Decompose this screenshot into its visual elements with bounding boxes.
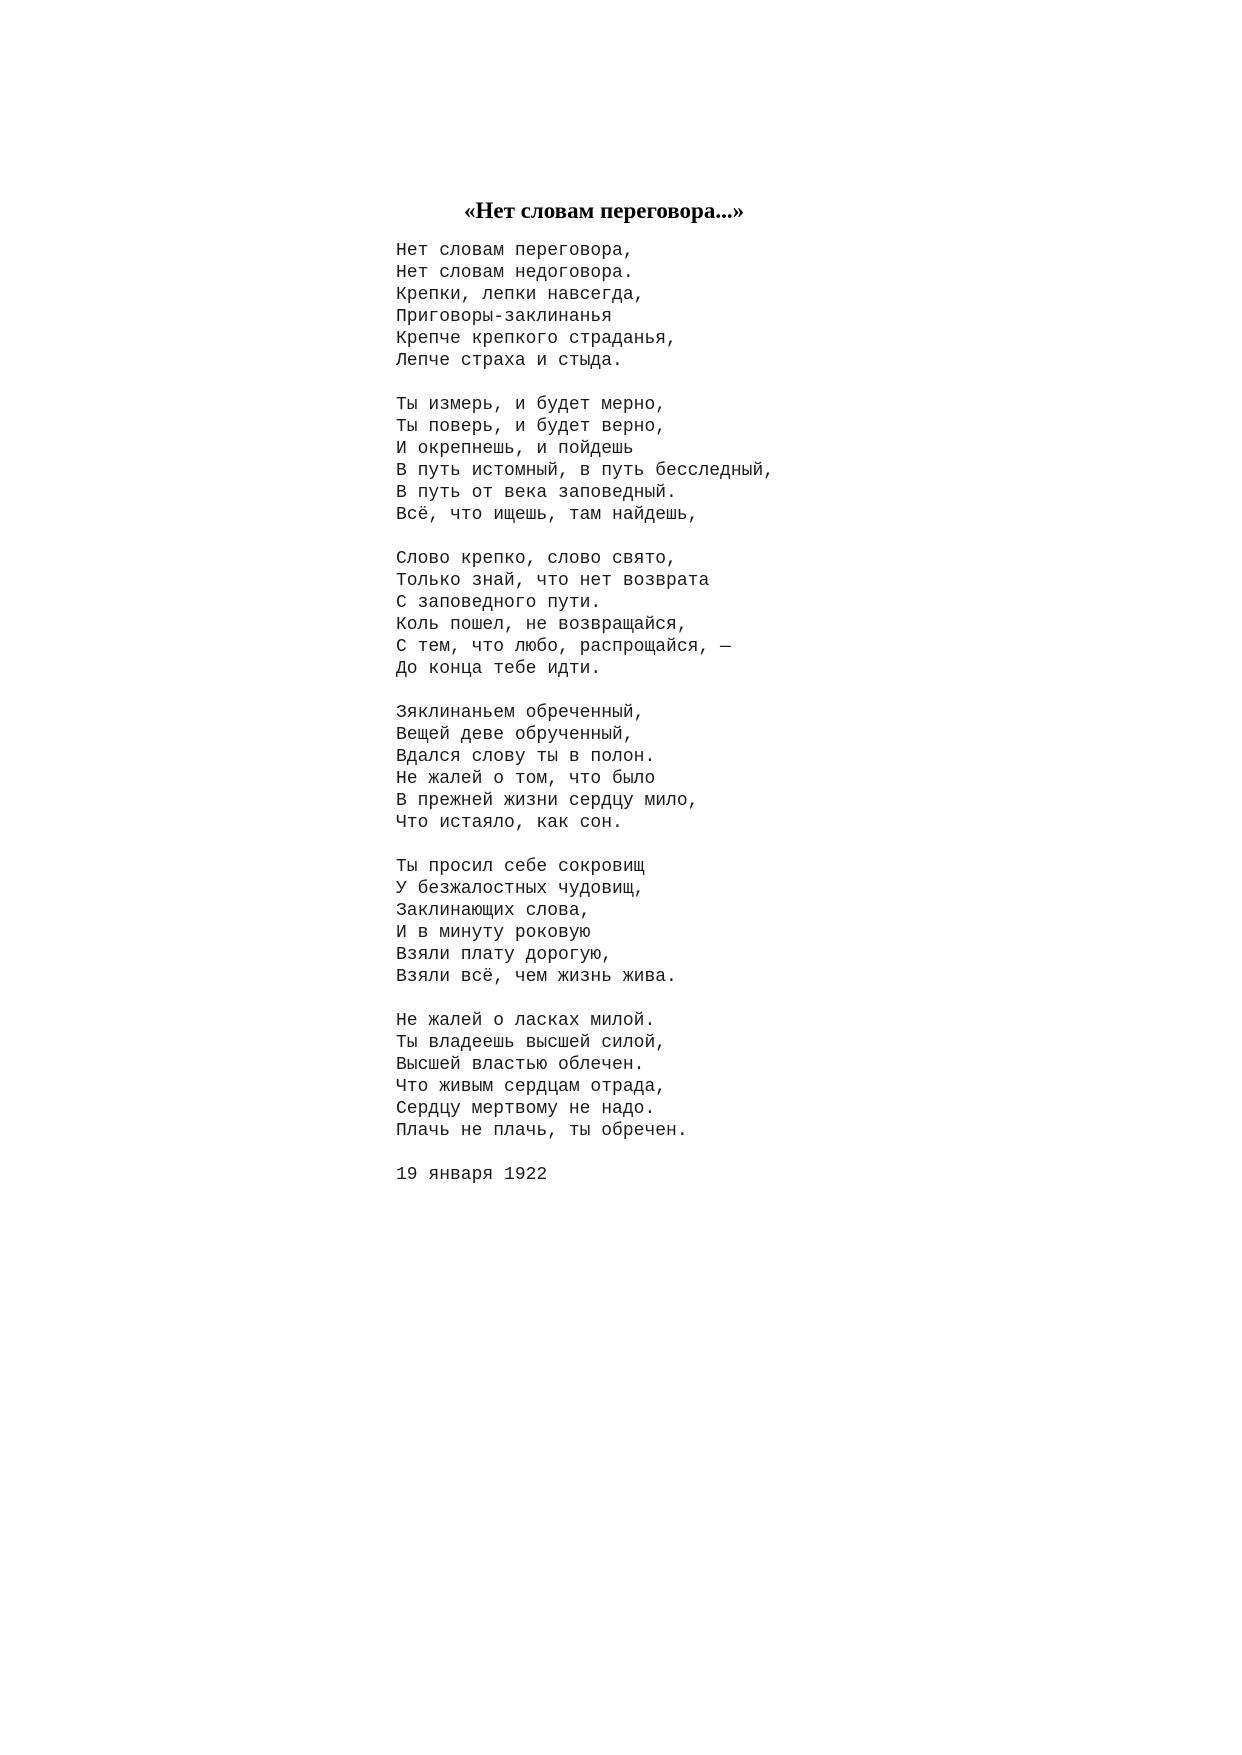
poem-line: Сердцу мертвому не надо.: [396, 1099, 656, 1119]
poem-line: До конца тебе идти.: [396, 659, 602, 679]
poem-line: Что истаяло, как сон.: [396, 813, 623, 833]
poem-line: Лепче страха и стыда.: [396, 351, 623, 371]
poem-line: Ты просил себе сокровищ: [396, 857, 645, 877]
poem-line: Не жалей о том, что было: [396, 769, 656, 789]
poem-line: Крепки, лепки навсегда,: [396, 285, 645, 305]
poem-line: У безжалостных чудовищ,: [396, 879, 645, 899]
poem-line: Крепче крепкого страданья,: [396, 329, 677, 349]
poem-title: «Нет словам переговора...»: [464, 198, 745, 223]
stanza-2: [396, 394, 1096, 526]
poem-line: Не жалей о ласках милой.: [396, 1011, 656, 1031]
poem-line: И окрепнешь, и пойдешь: [396, 439, 634, 459]
poem-line: С тем, что любо, распрощайся, —: [396, 637, 731, 657]
poem-line: В прежней жизни сердцу мило,: [396, 791, 699, 811]
stanza-1: [396, 240, 1096, 372]
poem-line: Взяли плату дорогую,: [396, 945, 613, 965]
poem-line: Нет словам недоговора.: [396, 263, 634, 283]
poem-line: Вещей деве обрученный,: [396, 725, 634, 745]
poem-line: С заповедного пути.: [396, 593, 602, 613]
stanza-5: [396, 856, 1096, 988]
poem-line: Взяли всё, чем жизнь жива.: [396, 967, 677, 987]
poem-line: В путь от века заповедный.: [396, 483, 677, 503]
poem-line: Что живым сердцам отрада,: [396, 1077, 667, 1097]
poem-line: Зяклинаньем обреченный,: [396, 703, 645, 723]
poem-line: Плачь не плачь, ты обречен.: [396, 1121, 688, 1141]
poem-line: Высшей властью облечен.: [396, 1055, 645, 1075]
poem-line: Ты измерь, и будет мерно,: [396, 395, 667, 415]
poem-line: Коль пошел, не возвращайся,: [396, 615, 688, 635]
poem-date: 19 января 1922: [396, 1165, 548, 1185]
stanza-6: [396, 1010, 1096, 1142]
poem-line: Вдался слову ты в полон.: [396, 747, 656, 767]
poem-line: Ты поверь, и будет верно,: [396, 417, 667, 437]
poem-line: И в минуту роковую: [396, 923, 591, 943]
poem-body: [396, 240, 1096, 1186]
stanza-3: [396, 548, 1096, 680]
poem-line: Слово крепко, слово свято,: [396, 549, 677, 569]
poem-line: В путь истомный, в путь бесследный,: [396, 461, 775, 481]
poem-line: Нет словам переговора,: [396, 241, 634, 261]
poem-line: Ты владеешь высшей силой,: [396, 1033, 667, 1053]
poem-line: Заклинающих слова,: [396, 901, 591, 921]
poem-line: Только знай, что нет возврата: [396, 571, 710, 591]
poem-line: Приговоры-заклинанья: [396, 307, 613, 327]
poem-line: Всё, что ищешь, там найдешь,: [396, 505, 699, 525]
stanza-4: [396, 702, 1096, 834]
